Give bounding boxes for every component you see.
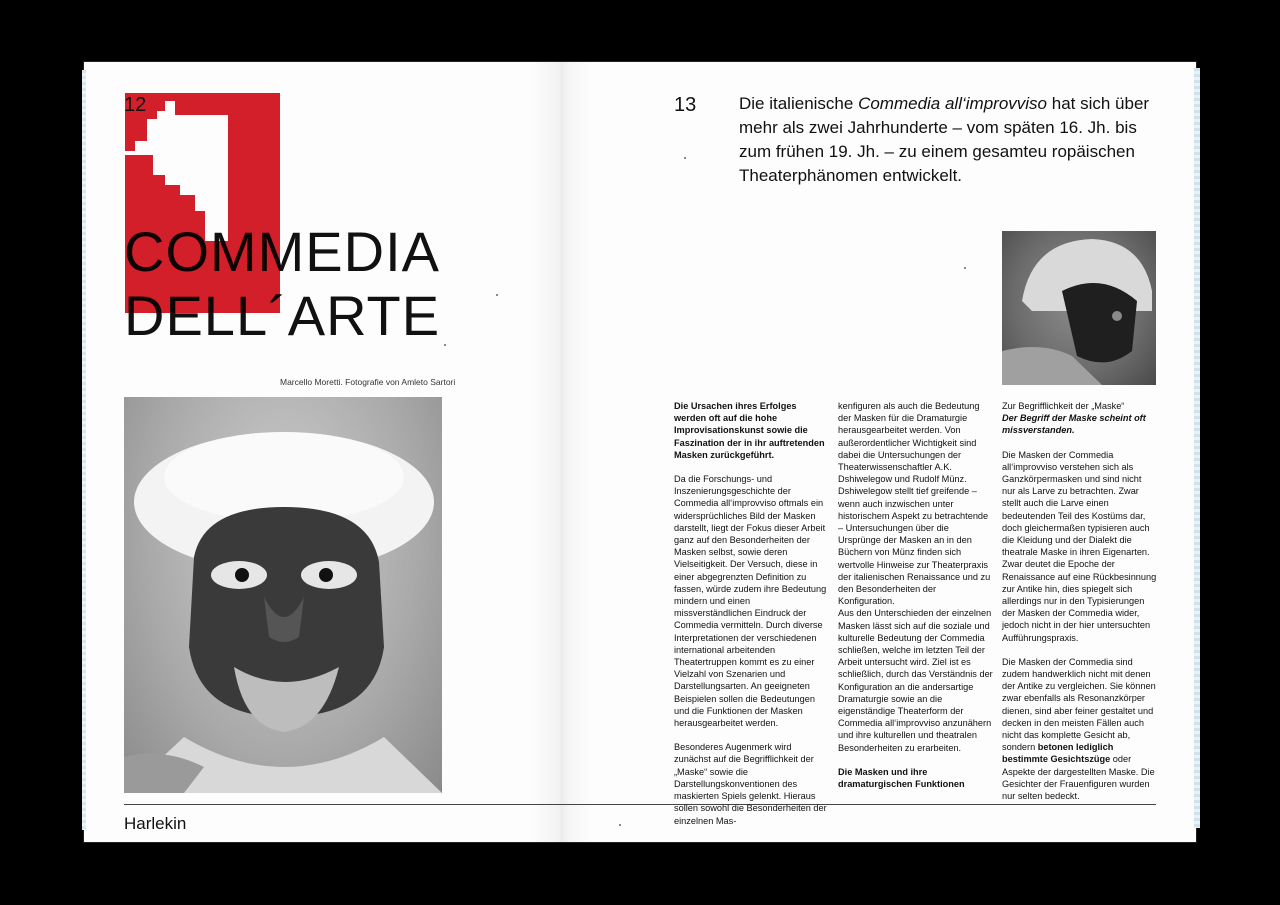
page-number-right: 13 [674,94,697,116]
col1-paragraph-1: Da die Forschungs- und Inszenierungsgeschichte der Commedia all‘improvviso oftmals ein widersprüchliches Bild der Masken darstellt, liegt der Fokus dieser Arbeit ganz auf den Besonderheiten der Masken selbst, sowie deren Vielseitigkeit. Der Versuch, diese in einer abgegrenzten Definition zu fassen, würde zudem ihre Bedeutung mindern und einen missverständlichen Eindruck der Commedia vermitteln. Durch diverse Interpretationen der verschiedenen international arbeitenden Theatertruppen kommt es zu einer Vielzahl von Szenarien und Darstellungsarten. An geeigneten Beispielen sollen die Bedeutungen und die Funktionen der Masken herausgearbeitet werden. [674,474,827,729]
page-number-left: 12 [124,94,147,116]
col3-paragraph-1: Die Masken der Commedia all‘improvviso verstehen sich als Ganzkörpermasken und sind nicht nur als Larve zu betrachten. Zwar stellt auch die Larve einen bedeutenden Teil des Kostüms dar, doch gleichermaßen typisieren auch die Kleidung und der Dialekt die theatrale Maske in ihren Eigenarten. Zwar deutet die Epoche der Renaissance auf eine Rückbesinnung zur Antike hin, dies spiegelt sich allerdings nur in den Typisierungen der Masken der Commedia wider, jedoch nicht in der hier untersuchten Aufführungspraxis. [1002,449,1157,643]
text-column-1 [674,400,829,839]
col3-lead: Zur Begrifflichkeit der „Maske“ [1002,401,1125,411]
col3-p2-start: Die Masken der Commedia sind zudem handwerklich nicht mit denen der Antike zu vergleichen. Sie können zwar ebenfalls als Resonanzkörper dienen, sind aber feiner gestaltet und decken in den meisten Fällen auch nicht das komplette Gesicht ab, sondern [1002,656,1156,753]
col3-p2-end: oder Aspekte der dargestellten Maske. Die Gesichter der Frauenfiguren wurden nur selten bedeckt. [1002,754,1155,802]
col2-subhead: Die Masken und ihre dramaturgischen Funktionen [838,766,965,790]
page-edge-right [1194,68,1200,828]
intro-text-1: Die italienische [739,94,859,113]
col3-p2-bold: betonen lediglich bestimmte Gesichtszüge [1002,742,1114,765]
title-line-2: DELL´ARTE [124,284,441,347]
page-edge-left [82,70,86,830]
mask-photo-small [1002,231,1156,385]
footer-label: Harlekin [124,814,187,833]
harlekin-mask-photo [124,397,442,793]
speck [684,157,686,159]
speck [496,294,498,296]
col2-paragraph-1: kenfiguren als auch die Bedeutung der Masken für die Dramaturgie herausgearbeitet werden. Von außerordentlicher Wichtigkeit sind dabei die Untersuchungen der Theaterwissenschaftler A.K. Dshiwelegow und Rudolf Münz. Dshiwelegow stellt tief greifende – wenn auch inzwischen unter historischem Aspekt zu betrachtende – Untersuchungen über die Ursprünge der Masken an in den Büchern von Münz finden sich wertvolle Hinweise zur Theaterpraxis der italienischen Renaissance und zu den Besonderheiten der Konfiguration. [838,401,991,607]
speck [964,267,966,269]
text-column-3 [1002,400,1157,814]
spine-shadow [532,62,592,842]
magazine-spread [84,62,1196,842]
title-line-1: COMMEDIA [124,220,440,283]
col3-paragraph-2 [1002,656,1157,802]
text-column-2 [838,400,993,802]
col2-paragraph-2: Aus den Unterschieden der einzelnen Masken lässt sich auf die soziale und kulturelle Bedeutung der Commedia schließen, welche im letzten Teil der Arbeit untersucht wird. Ziel ist es schließlich, durch das Verständnis der Konfiguration an die andersartige Dramaturgie sowie an die eigenständige Theaterform der Commedia all‘improvviso anzunähern und ihre kulturellen und theatralen Besonderheiten zu erarbeiten. [838,608,993,753]
col3-lead-emphasis: Der Begriff der Maske scheint oft missverstanden. [1002,413,1146,436]
speck [444,344,446,346]
page-title [124,220,440,348]
col1-lead: Die Ursachen ihres Erfolges werden oft auf die hohe Improvisationskunst sowie die Faszination der in ihr auftretenden Masken zurückgeführt. [674,401,825,460]
intro-text-2: hat sich über mehr als zwei Jahrhunderte – vom späten 16. Jh. bis zum frühen 19. Jh. – zu einem gesamteu ropäischen Theaterphänomen entwickelt. [739,94,1150,185]
intro-italic: Commedia all‘improvviso [858,94,1048,113]
col1-paragraph-2: Besonderes Augenmerk wird zunächst auf die Begrifflichkeit der „Maske“ sowie die Darstellungskonventionen des maskierten Spiels gelenkt. Hieraus sollen sowohl die Besonderheiten der einzelnen Mas- [674,742,827,826]
intro-paragraph [739,92,1159,188]
photo-caption: Marcello Moretti. Fotografie von Amleto Sartori [280,377,456,387]
speck [619,824,621,826]
